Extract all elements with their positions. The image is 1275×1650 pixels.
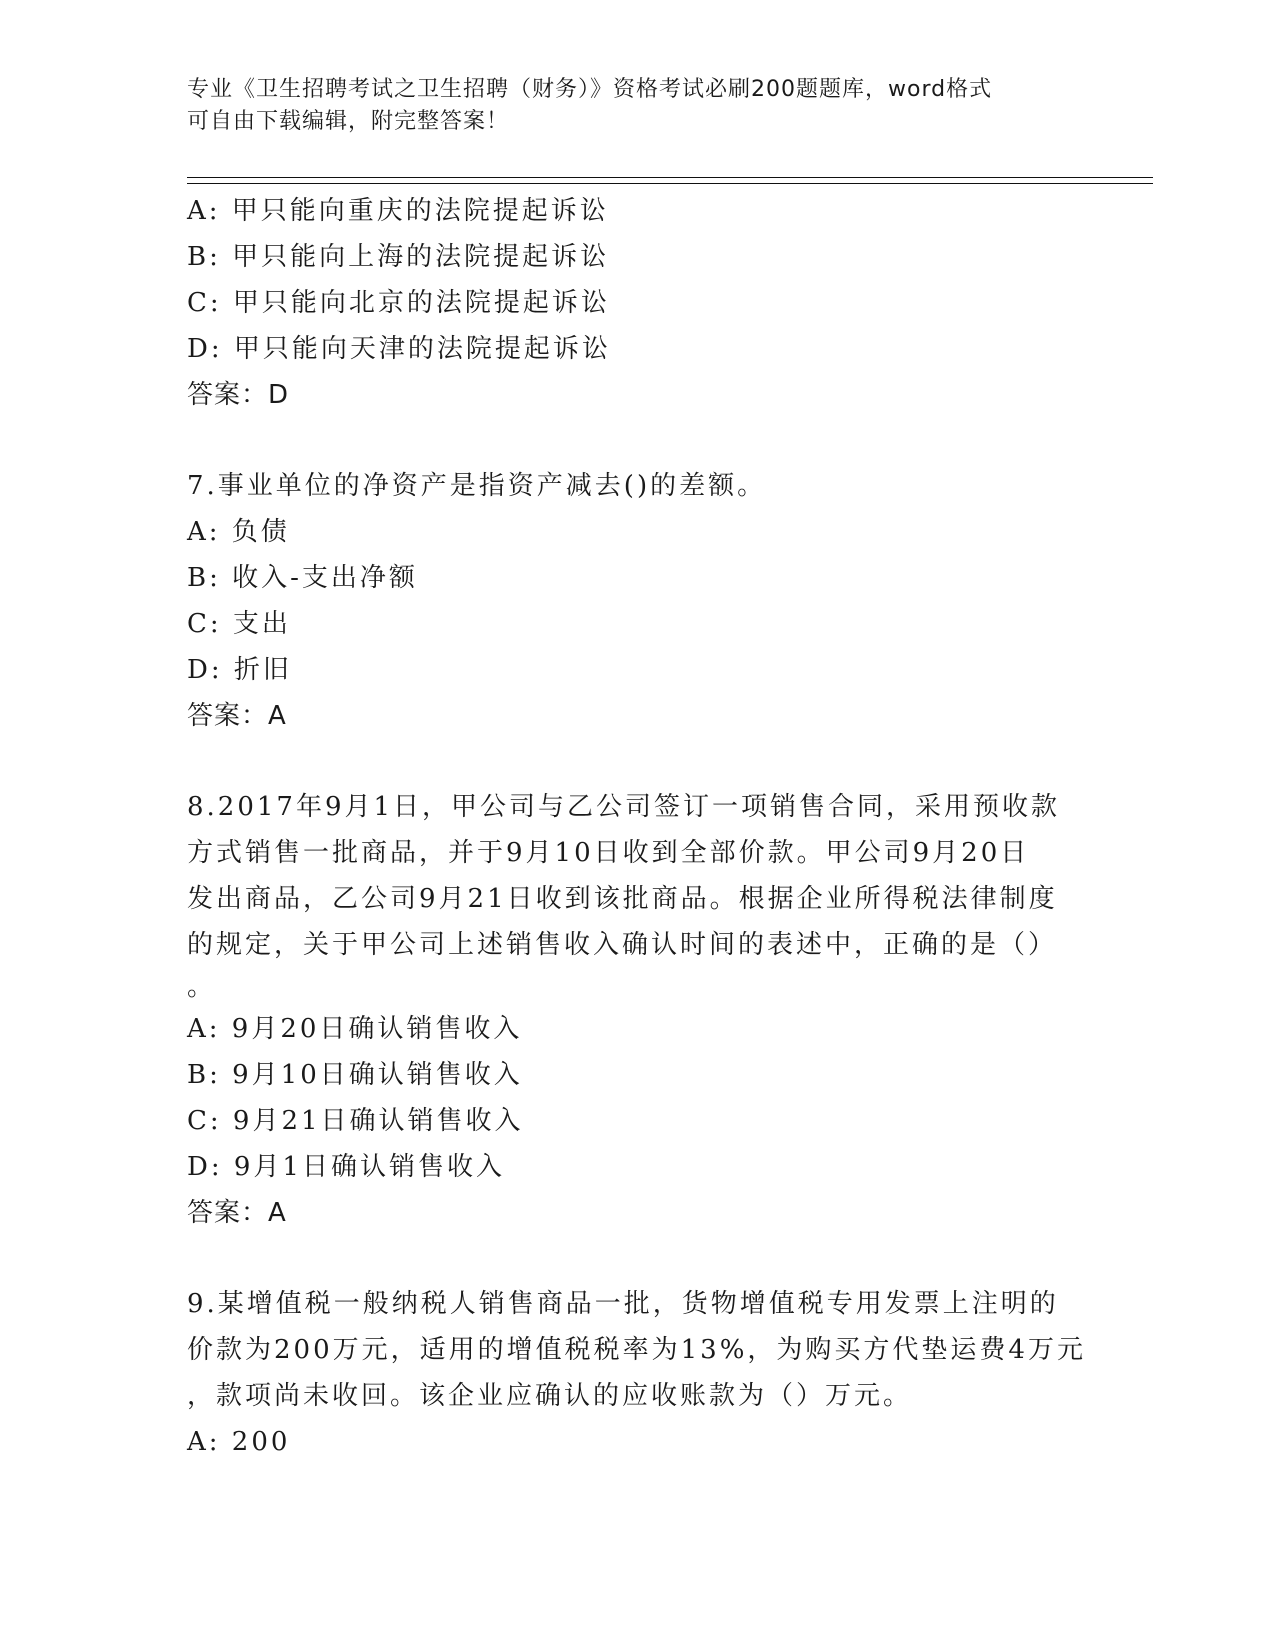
option-a: A: 甲只能向重庆的法院提起诉讼 [187, 196, 609, 226]
question-stem-line: ，款项尚未收回。该企业应确认的应收账款为（）万元。 [187, 1381, 913, 1411]
option-c: C: 9月21日确认销售收入 [187, 1106, 524, 1136]
question-stem-line: 方式销售一批商品，并于9月10日收到全部价款。甲公司9月20日 [187, 838, 1030, 868]
option-a: A: 9月20日确认销售收入 [187, 1014, 523, 1044]
option-b: B: 甲只能向上海的法院提起诉讼 [187, 242, 610, 272]
document-header [187, 74, 1087, 138]
header-divider-top [187, 177, 1153, 178]
question-stem-line: 的规定，关于甲公司上述销售收入确认时间的表述中，正确的是（） [187, 930, 1058, 960]
option-b: B: 9月10日确认销售收入 [187, 1060, 523, 1090]
option-d: D: 甲只能向天津的法院提起诉讼 [187, 334, 611, 364]
option-b: B: 收入-支出净额 [187, 563, 418, 593]
spacer [187, 418, 1087, 463]
spacer [187, 739, 1087, 784]
document-body [187, 188, 1087, 1465]
question-8 [187, 784, 1087, 1236]
question-stem-line: 9.某增值税一般纳税人销售商品一批，货物增值税专用发票上注明的 [187, 1289, 1059, 1319]
option-c: C: 支出 [187, 609, 291, 639]
spacer [187, 1236, 1087, 1281]
question-stem-line: 发出商品，乙公司9月21日收到该批商品。根据企业所得税法律制度 [187, 884, 1058, 914]
question-stem: 7.事业单位的净资产是指资产减去()的差额。 [187, 471, 767, 501]
question-stem-line: 。 [187, 972, 217, 1002]
option-a: A: 200 [187, 1427, 291, 1457]
question-9 [187, 1281, 1087, 1465]
header-line-1: 专业《卫生招聘考试之卫生招聘（财务）》资格考试必刷200题题库，word格式 [187, 77, 993, 102]
answer: 答案：A [187, 701, 287, 731]
question-stem-line: 8.2017年9月1日，甲公司与乙公司签订一项销售合同，采用预收款 [187, 792, 1061, 822]
option-a: A: 负债 [187, 517, 290, 547]
header-divider-bottom [187, 183, 1153, 184]
header-line-2: 可自由下载编辑，附完整答案！ [187, 109, 510, 134]
option-d: D: 9月1日确认销售收入 [187, 1152, 505, 1182]
option-c: C: 甲只能向北京的法院提起诉讼 [187, 288, 610, 318]
answer: 答案：A [187, 1198, 287, 1228]
question-7 [187, 463, 1087, 739]
option-d: D: 折旧 [187, 655, 292, 685]
question-6 [187, 188, 1087, 418]
answer: 答案：D [187, 380, 290, 410]
question-stem-line: 价款为200万元，适用的增值税税率为13%，为购买方代垫运费4万元 [187, 1335, 1086, 1365]
